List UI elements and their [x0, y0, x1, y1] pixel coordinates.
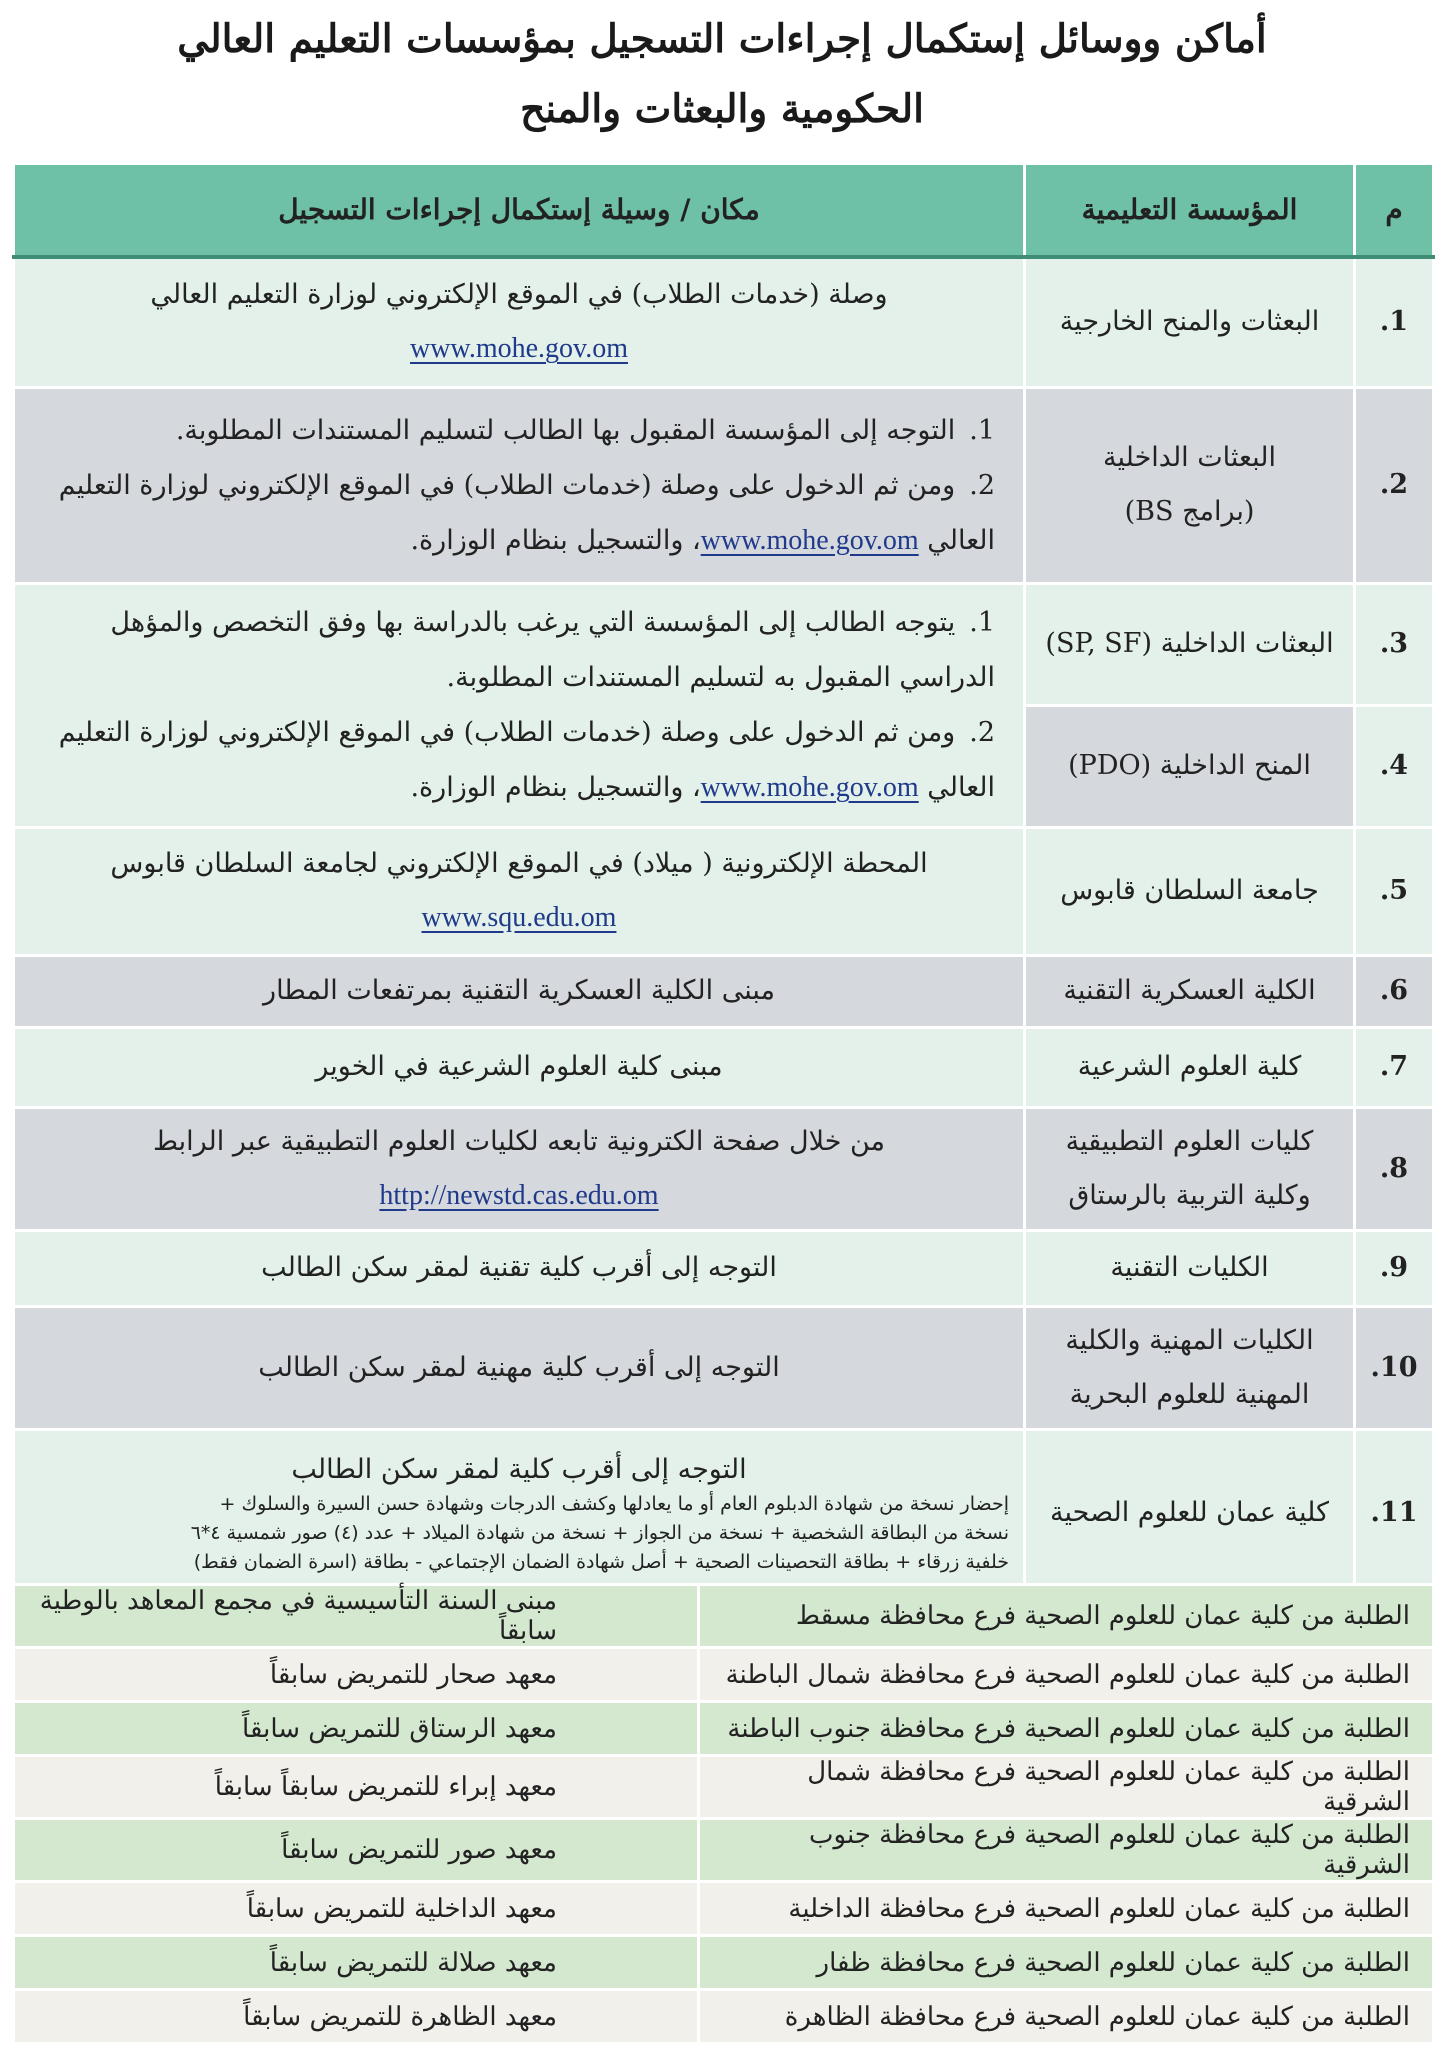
row-place: [14, 583, 1025, 827]
branch-place: معهد الرستاق للتمريض سابقاً: [14, 1702, 699, 1756]
list-item: [29, 705, 995, 815]
row-place: مبنى الكلية العسكرية التقنية بمرتفعات المطار: [14, 955, 1025, 1027]
branch-student: الطلبة من كلية عمان للعلوم الصحية فرع محافظة الداخلية: [699, 1882, 1434, 1936]
table-row: [14, 1585, 1434, 1648]
table-row: [14, 1306, 1434, 1429]
branch-place: معهد صحار للتمريض سابقاً: [14, 1648, 699, 1702]
institution-line-2: المهنية للعلوم البحرية: [1069, 1378, 1310, 1410]
place-text: من خلال صفحة الكترونية تابعه لكليات العلوم التطبيقية عبر الرابط: [152, 1125, 886, 1157]
table-row: [14, 583, 1434, 705]
institution-line-1: كليات العلوم التطبيقية: [1065, 1125, 1314, 1157]
branch-place: معهد الظاهرة للتمريض سابقاً: [14, 1990, 699, 2044]
branch-student: الطلبة من كلية عمان للعلوم الصحية فرع محافظة مسقط: [699, 1585, 1434, 1648]
squ-link[interactable]: www.squ.edu.om: [421, 902, 617, 933]
row-num: 8.: [1355, 1107, 1434, 1230]
row-num: 6.: [1355, 955, 1434, 1027]
list-item-text: التوجه إلى المؤسسة المقبول بها الطالب لتسليم المستندات المطلوبة.: [175, 414, 956, 446]
row-num: 3.: [1355, 583, 1434, 705]
row-institution: البعثات الداخلية (SP, SF): [1025, 583, 1355, 705]
table-row: [14, 1027, 1434, 1107]
requirements-note-2: نسخة من البطاقة الشخصية + نسخة من الجواز + نسخة من شهادة الميلاد + عدد (٤) صور شمسية ٤*٦: [190, 1521, 1009, 1544]
row-place: مبنى كلية العلوم الشرعية في الخوير: [14, 1027, 1025, 1107]
branch-student: الطلبة من كلية عمان للعلوم الصحية فرع محافظة الظاهرة: [699, 1990, 1434, 2044]
list-item: [29, 595, 995, 705]
header-num: م: [1355, 164, 1434, 258]
list-item: [29, 403, 995, 458]
row-institution: الكليات التقنية: [1025, 1230, 1355, 1306]
row-place: التوجه إلى أقرب كلية تقنية لمقر سكن الطالب: [14, 1230, 1025, 1306]
list-item-text: ومن ثم الدخول على وصلة (خدمات الطلاب) في الموقع الإلكتروني لوزارة التعليم العالي: [58, 469, 995, 556]
mohe-link[interactable]: www.mohe.gov.om: [409, 333, 628, 365]
row-num: 10.: [1355, 1306, 1434, 1429]
mohe-link[interactable]: www.mohe.gov.om: [700, 772, 919, 803]
row-institution: [1025, 387, 1355, 583]
list-item-tail: ، والتسجيل بنظام الوزارة.: [410, 772, 701, 803]
table-row: [14, 1936, 1434, 1990]
list-item-text: ومن ثم الدخول على وصلة (خدمات الطلاب) في الموقع الإلكتروني لوزارة التعليم العالي: [58, 717, 995, 803]
branch-place: معهد صلالة للتمريض سابقاً: [14, 1936, 699, 1990]
cas-link[interactable]: http://newstd.cas.edu.om: [379, 1179, 659, 1211]
list-item-number: 1.: [969, 414, 995, 446]
table-row: [14, 1990, 1434, 2044]
row-num: 7.: [1355, 1027, 1434, 1107]
row-place: التوجه إلى أقرب كلية مهنية لمقر سكن الطالب: [14, 1306, 1025, 1429]
branch-place: معهد الداخلية للتمريض سابقاً: [14, 1882, 699, 1936]
row-num: 2.: [1355, 387, 1434, 583]
row-institution: كلية العلوم الشرعية: [1025, 1027, 1355, 1107]
row-institution: كلية عمان للعلوم الصحية: [1025, 1429, 1355, 1597]
row-institution: البعثات والمنح الخارجية: [1025, 257, 1355, 387]
list-item: [29, 458, 995, 568]
table-row: [14, 387, 1434, 583]
list-item-number: 1.: [969, 607, 995, 638]
list-item-number: 2.: [969, 469, 995, 501]
branch-place: مبنى السنة التأسيسية في مجمع المعاهد بالوطية سابقاً: [14, 1585, 699, 1648]
branch-student: الطلبة من كلية عمان للعلوم الصحية فرع محافظة ظفار: [699, 1936, 1434, 1990]
row-institution: [1025, 1306, 1355, 1429]
header-place: مكان / وسيلة إستكمال إجراءات التسجيل: [14, 164, 1025, 258]
table-row: [14, 955, 1434, 1027]
institution-line-1: البعثات الداخلية: [1103, 442, 1276, 473]
row-place: [14, 1107, 1025, 1230]
place-text: وصلة (خدمات الطلاب) في الموقع الإلكتروني لوزارة التعليم العالي: [150, 279, 888, 311]
table-row: [14, 1230, 1434, 1306]
row-institution: الكلية العسكرية التقنية: [1025, 955, 1355, 1027]
table-row: [14, 827, 1434, 955]
mohe-link[interactable]: www.mohe.gov.om: [700, 524, 919, 556]
list-item-number: 2.: [969, 717, 995, 748]
registration-table: [12, 162, 1435, 1599]
list-item-text: يتوجه الطالب إلى المؤسسة التي يرغب بالدراسة بها وفق التخصص والمؤهل الدراسي المقبول به لتسليم المستندات المطلوبة.: [110, 607, 995, 693]
table-header-row: [14, 164, 1434, 258]
branch-place: معهد إبراء للتمريض سابقاً سابقاً: [14, 1756, 699, 1819]
table-row: [14, 1756, 1434, 1819]
page-title: [0, 0, 1444, 154]
branch-place: معهد صور للتمريض سابقاً: [14, 1819, 699, 1882]
branch-student: الطلبة من كلية عمان للعلوم الصحية فرع محافظة شمال الباطنة: [699, 1648, 1434, 1702]
requirements-note-3: خلفية زرقاء + بطاقة التحصينات الصحية + أصل شهادة الضمان الإجتماعي - بطاقة (اسرة الضمان فقط): [193, 1550, 1009, 1573]
table-row: [14, 1702, 1434, 1756]
institution-line-2: (برامج BS): [1124, 496, 1255, 527]
row-place: [14, 1429, 1025, 1597]
row-institution: المنح الداخلية (PDO): [1025, 705, 1355, 827]
row-institution: جامعة السلطان قابوس: [1025, 827, 1355, 955]
table-row: [14, 1648, 1434, 1702]
institution-line-2: وكلية التربية بالرستاق: [1068, 1179, 1311, 1211]
title-line-2: الحكومية والبعثات والمنح: [520, 86, 924, 132]
table-row: [14, 1882, 1434, 1936]
row-num: 9.: [1355, 1230, 1434, 1306]
row-place: [14, 827, 1025, 955]
row-num: 5.: [1355, 827, 1434, 955]
row-institution: [1025, 1107, 1355, 1230]
branch-student: الطلبة من كلية عمان للعلوم الصحية فرع محافظة شمال الشرقية: [699, 1756, 1434, 1819]
table-row: [14, 1107, 1434, 1230]
row-num: 1.: [1355, 257, 1434, 387]
table-row: [14, 1819, 1434, 1882]
list-item-tail: ، والتسجيل بنظام الوزارة.: [410, 524, 701, 556]
row-num: 11.: [1355, 1429, 1434, 1597]
title-line-1: أماكن ووسائل إستكمال إجراءات التسجيل بمؤسسات التعليم العالي: [177, 16, 1267, 62]
table-row: [14, 257, 1434, 387]
institution-line-1: الكليات المهنية والكلية: [1065, 1324, 1314, 1356]
branch-student: الطلبة من كلية عمان للعلوم الصحية فرع محافظة جنوب الشرقية: [699, 1819, 1434, 1882]
branch-student: الطلبة من كلية عمان للعلوم الصحية فرع محافظة جنوب الباطنة: [699, 1702, 1434, 1756]
table-row: [14, 1429, 1434, 1597]
place-text: التوجه إلى أقرب كلية لمقر سكن الطالب: [291, 1453, 747, 1485]
branches-table: [12, 1583, 1435, 2045]
header-institution: المؤسسة التعليمية: [1025, 164, 1355, 258]
row-num: 4.: [1355, 705, 1434, 827]
place-text: المحطة الإلكترونية ( ميلاد) في الموقع الإلكتروني لجامعة السلطان قابوس: [110, 848, 928, 879]
requirements-note-1: إحضار نسخة من شهادة الدبلوم العام أو ما يعادلها وكشف الدرجات وشهادة حسن السيرة والسلوك +: [219, 1492, 1009, 1515]
row-place: [14, 257, 1025, 387]
row-place: [14, 387, 1025, 583]
